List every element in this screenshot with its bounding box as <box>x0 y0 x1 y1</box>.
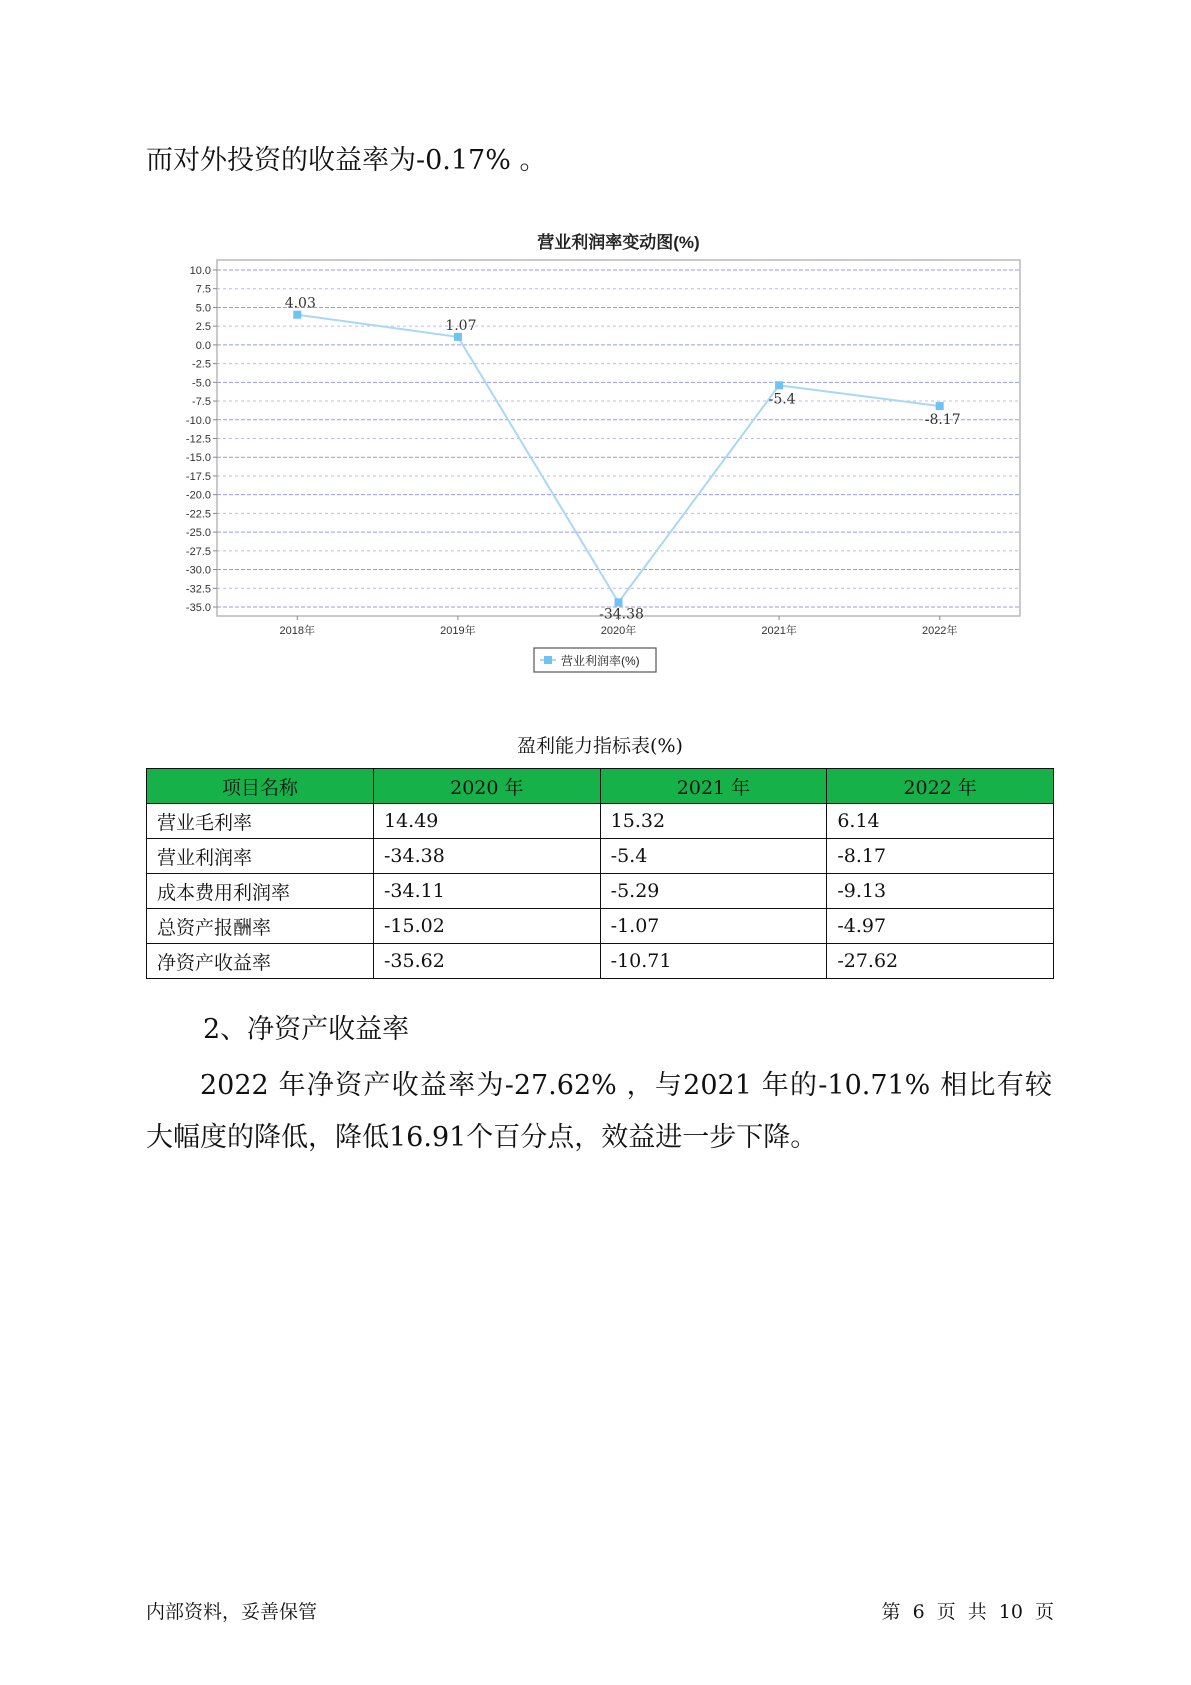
data-point <box>775 381 783 389</box>
data-point <box>936 402 944 410</box>
y-tick-label: -20.0 <box>185 489 211 502</box>
table-row <box>147 804 1054 839</box>
data-label: 4.03 <box>284 295 316 312</box>
cell-2020: -35.62 <box>374 944 601 979</box>
legend-marker <box>544 656 552 664</box>
legend-label: 营业利润率(%) <box>561 654 640 668</box>
y-tick-label: -10.0 <box>185 414 211 427</box>
header-2022: 2022 年 <box>827 769 1054 804</box>
header-item-name: 项目名称 <box>147 769 374 804</box>
chart-svg <box>160 218 1040 688</box>
table-caption: 盈利能力指标表(%) <box>517 735 683 757</box>
section-heading: 2、净资产收益率 <box>203 1014 410 1045</box>
data-point <box>293 311 301 319</box>
data-point <box>454 333 462 341</box>
cell-2022: 6.14 <box>827 804 1054 839</box>
table-header-row <box>147 769 1054 804</box>
cell-2020: -34.38 <box>374 839 601 874</box>
cell-2022: -27.62 <box>827 944 1054 979</box>
table-row <box>147 874 1054 909</box>
table-row <box>147 944 1054 979</box>
row-label: 成本费用利润率 <box>147 874 374 909</box>
cell-2022: -8.17 <box>827 839 1054 874</box>
intro-paragraph: 而对外投资的收益率为-0.17% 。 <box>146 145 547 176</box>
row-label: 营业毛利率 <box>147 804 374 839</box>
y-tick-label: 10.0 <box>189 265 211 277</box>
y-tick-label: -25.0 <box>185 527 211 540</box>
x-tick-label: 2020年 <box>600 625 637 637</box>
data-label: -5.4 <box>768 391 796 408</box>
chart-title: 营业利润率变动图(%) <box>537 233 700 252</box>
row-label: 净资产收益率 <box>147 944 374 979</box>
cell-2020: -34.11 <box>374 874 601 909</box>
cell-2021: -10.71 <box>600 944 827 979</box>
header-2020: 2020 年 <box>374 769 601 804</box>
y-tick-label: -5.0 <box>192 377 211 390</box>
row-label: 总资产报酬率 <box>147 909 374 944</box>
body-paragraph: 2022 年净资产收益率为-27.62% ，与2021 年的-10.71% 相比有较大幅度的降低，降低16.91个百分点，效益进一步下降。 <box>146 1070 1052 1153</box>
cell-2021: 15.32 <box>600 804 827 839</box>
cell-2022: -4.97 <box>827 909 1054 944</box>
y-tick-label: -2.5 <box>192 358 211 371</box>
y-tick-label: -12.5 <box>185 433 211 446</box>
cell-2021: -1.07 <box>600 909 827 944</box>
data-label: -8.17 <box>924 412 961 429</box>
cell-2020: 14.49 <box>374 804 601 839</box>
data-label: 1.07 <box>445 317 477 334</box>
y-tick-label: -35.0 <box>185 602 211 614</box>
data-label: -34.38 <box>599 606 644 623</box>
operating-margin-chart <box>160 218 1040 688</box>
y-tick-label: -22.5 <box>185 508 211 521</box>
y-tick-label: 5.0 <box>195 302 211 315</box>
y-tick-label: -7.5 <box>192 396 211 409</box>
y-tick-label: -32.5 <box>185 583 211 596</box>
x-tick-label: 2018年 <box>279 625 316 637</box>
row-label: 营业利润率 <box>147 839 374 874</box>
cell-2022: -9.13 <box>827 874 1054 909</box>
x-tick-label: 2022年 <box>921 625 958 637</box>
cell-2021: -5.29 <box>600 874 827 909</box>
header-2021: 2021 年 <box>600 769 827 804</box>
footer-confidential-note: 内部资料，妥善保管 <box>146 1601 318 1623</box>
y-tick-label: 0.0 <box>195 339 211 352</box>
profitability-table <box>146 768 1054 979</box>
cell-2020: -15.02 <box>374 909 601 944</box>
data-point <box>615 598 623 606</box>
series-line <box>297 315 939 603</box>
footer-page-number: 第 6 页 共 10 页 <box>881 1601 1054 1623</box>
cell-2021: -5.4 <box>600 839 827 874</box>
table-row <box>147 909 1054 944</box>
x-tick-label: 2021年 <box>761 625 797 637</box>
y-tick-label: -27.5 <box>185 545 211 558</box>
y-tick-label: 2.5 <box>195 321 211 334</box>
y-tick-label: -30.0 <box>185 564 211 577</box>
table-row <box>147 839 1054 874</box>
y-tick-label: 7.5 <box>195 283 211 296</box>
x-tick-label: 2019年 <box>440 625 476 637</box>
y-tick-label: -17.5 <box>185 470 211 483</box>
y-tick-label: -15.0 <box>185 452 211 465</box>
